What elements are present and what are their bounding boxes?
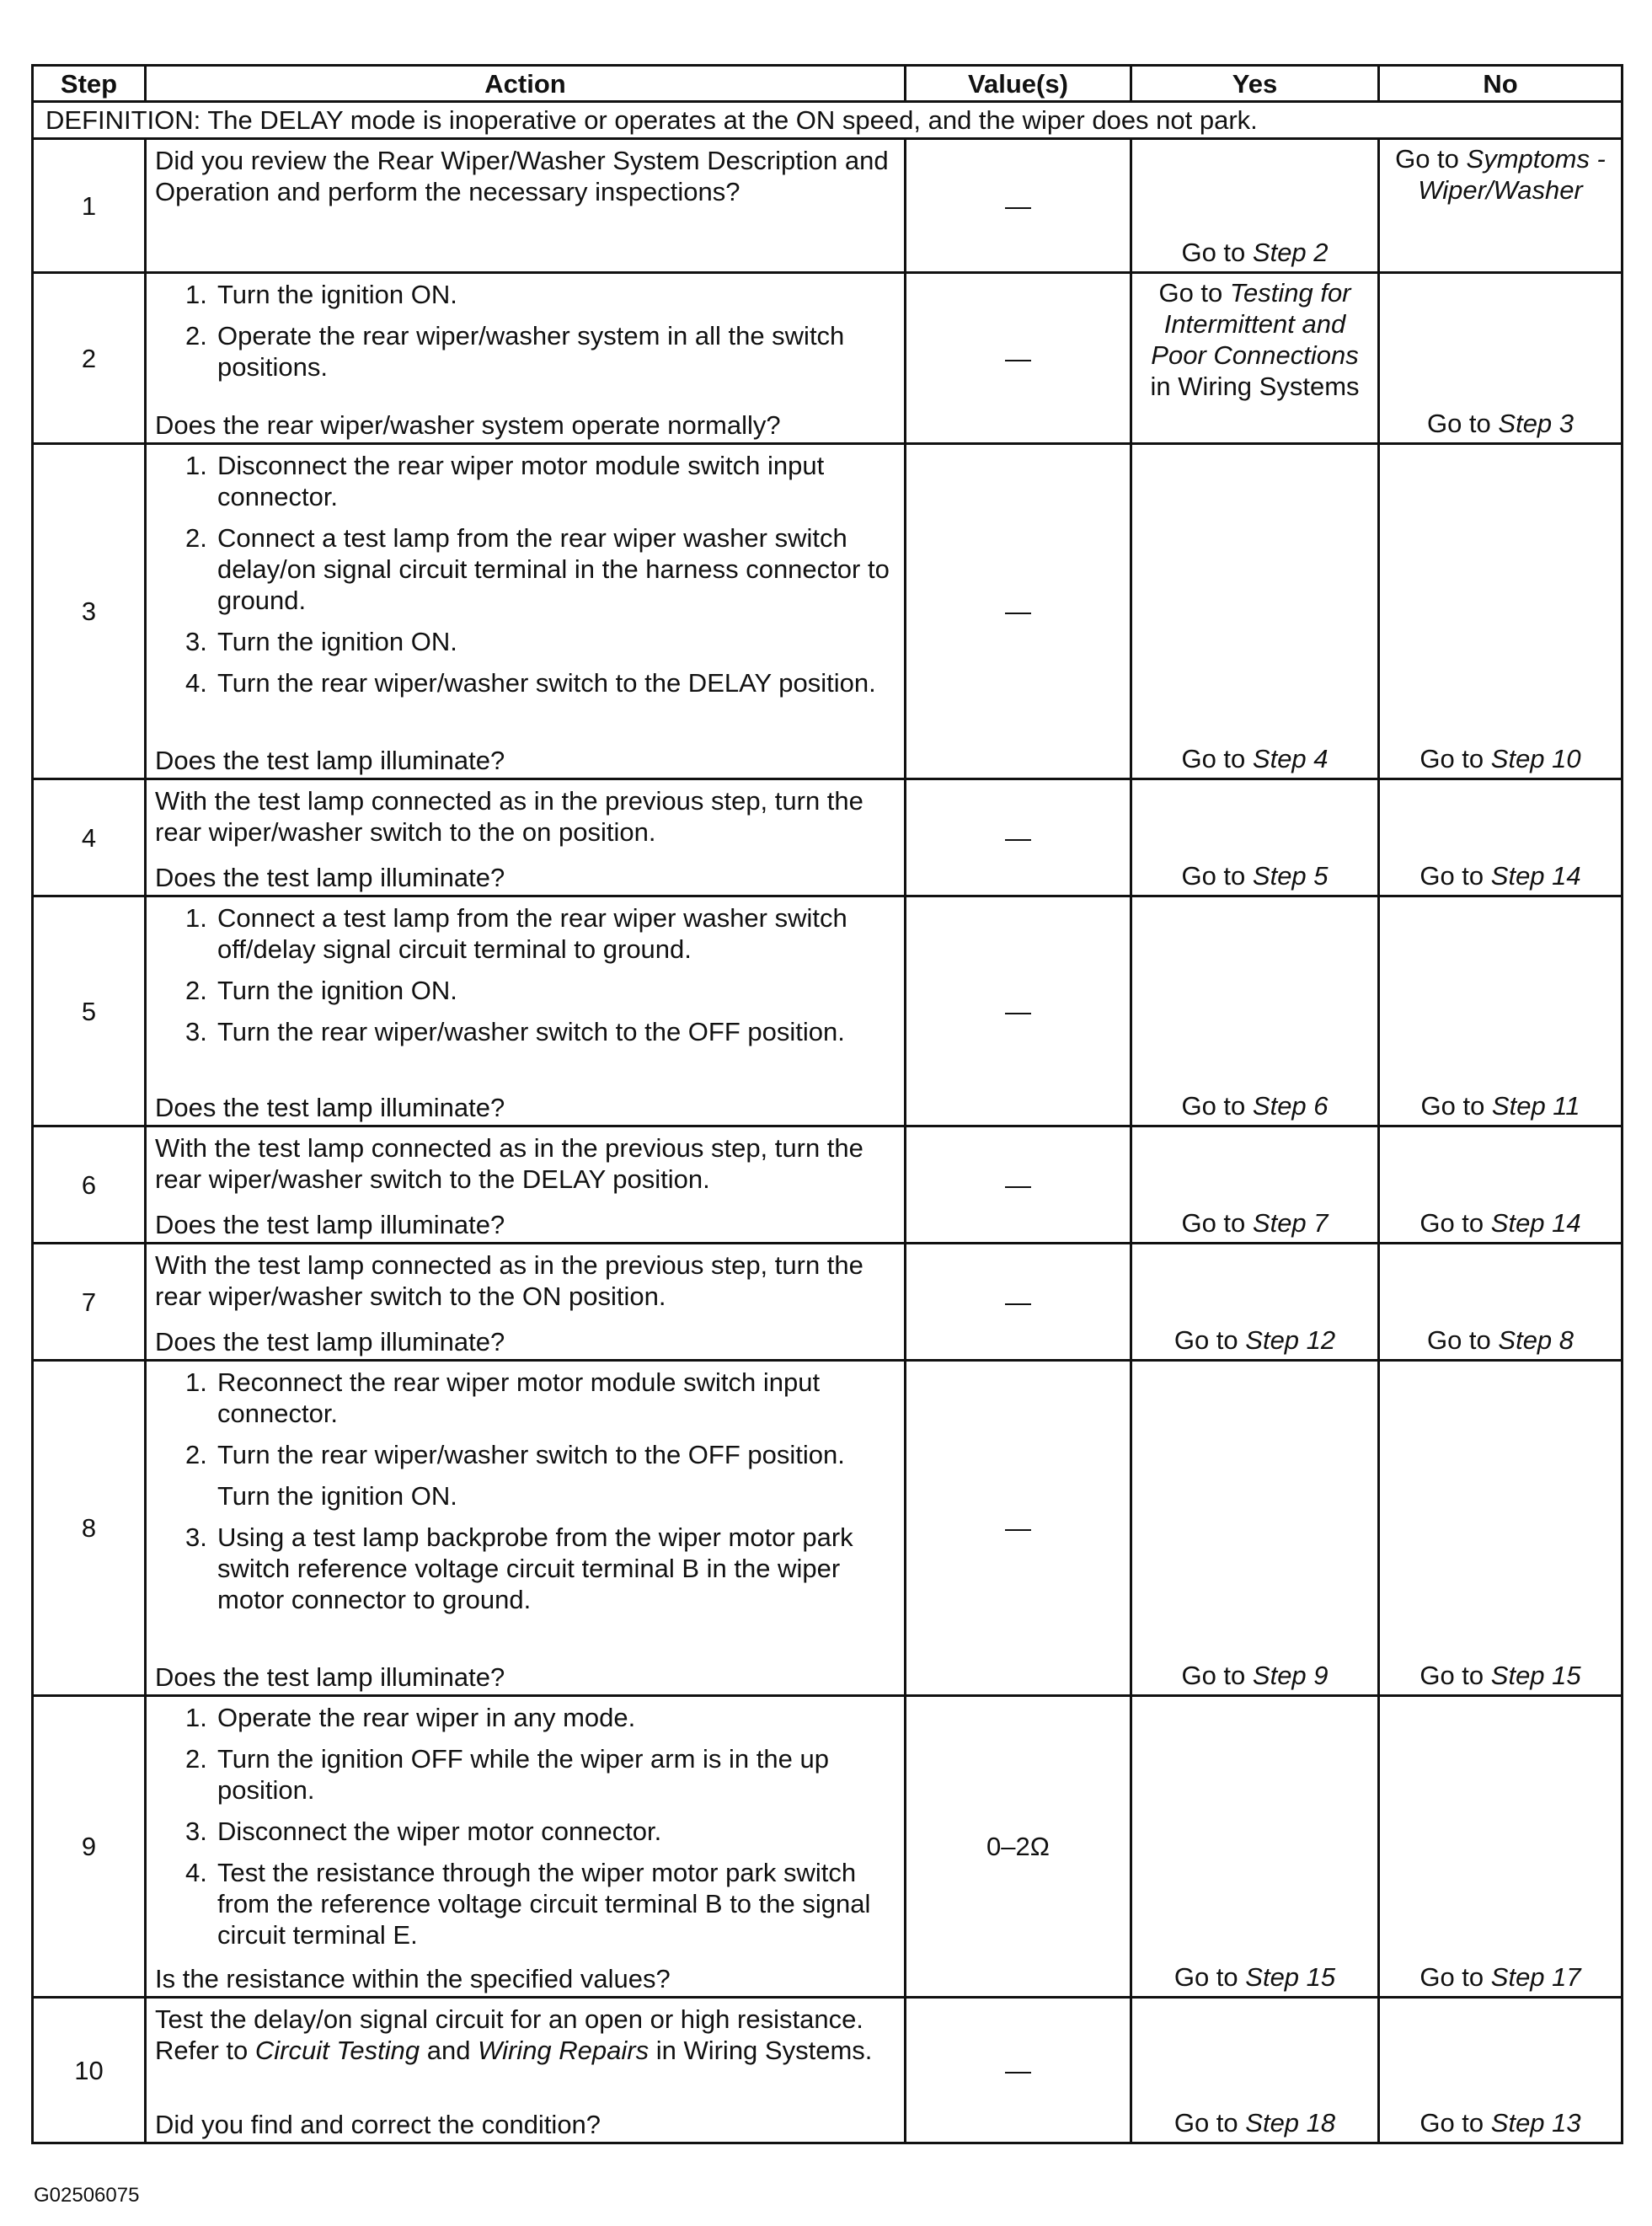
- action-steps-list: [155, 1367, 896, 1615]
- no-cell: [1379, 896, 1623, 1126]
- action-step-number: 4.: [185, 1858, 207, 1887]
- action-step-item: [185, 1439, 896, 1470]
- no-cell: [1379, 1998, 1623, 2143]
- action-step-item: [217, 1480, 896, 1512]
- yes-prefix: Go to: [1181, 1091, 1253, 1121]
- action-step-text: Connect a test lamp from the rear wiper washer switch off/delay signal circuit terminal to ground.: [217, 903, 847, 964]
- action-cell: [146, 1244, 906, 1361]
- action-question: Does the test lamp illuminate?: [155, 1327, 505, 1356]
- table-row: [33, 1126, 1623, 1244]
- action-step-number: 3.: [185, 627, 207, 656]
- yes-cell: [1131, 1696, 1379, 1998]
- yes-link[interactable]: [1136, 277, 1374, 402]
- no-prefix: Go to: [1395, 144, 1467, 174]
- action-cell: [146, 1126, 906, 1244]
- action-body: [155, 1132, 896, 1195]
- value-cell: —: [906, 444, 1131, 779]
- no-prefix: Go to: [1419, 1208, 1491, 1238]
- no-reference: Step 15: [1490, 1661, 1581, 1690]
- circuit-testing-reference: Circuit Testing: [254, 2036, 420, 2065]
- no-link[interactable]: [1380, 2107, 1621, 2138]
- action-body: [155, 279, 896, 393]
- step-number: 6: [33, 1126, 146, 1244]
- action-text: [155, 2004, 896, 2066]
- yes-reference: Step 5: [1252, 861, 1329, 891]
- action-step-number: 4.: [185, 668, 207, 698]
- table-row: [33, 896, 1623, 1126]
- action-step-text: Turn the rear wiper/washer switch to the DELAY position.: [217, 668, 876, 698]
- yes-prefix: Go to: [1181, 238, 1253, 267]
- header-yes: Yes: [1131, 66, 1379, 102]
- no-link[interactable]: [1380, 1090, 1621, 1121]
- yes-reference: Step 2: [1252, 238, 1329, 267]
- action-step-text: Turn the rear wiper/washer switch to the OFF position.: [217, 1017, 845, 1046]
- action-steps-list: [155, 279, 896, 383]
- no-reference: Step 8: [1498, 1325, 1574, 1355]
- action-step-text: Operate the rear wiper in any mode.: [217, 1703, 636, 1732]
- no-reference: Symptoms - Wiper/Washer: [1418, 144, 1606, 205]
- action-step-text: Turn the rear wiper/washer switch to the OFF position.: [217, 1440, 845, 1469]
- step-number: 10: [33, 1998, 146, 2143]
- action-question: Did you find and correct the condition?: [155, 2110, 601, 2139]
- no-prefix: Go to: [1419, 744, 1491, 773]
- yes-prefix: Go to: [1181, 1661, 1253, 1690]
- step-number: 7: [33, 1244, 146, 1361]
- yes-link[interactable]: [1132, 237, 1377, 268]
- wiring-repairs-reference: Wiring Repairs: [478, 2036, 650, 2065]
- value-cell: —: [906, 273, 1131, 444]
- step-number: 4: [33, 779, 146, 896]
- value-cell: —: [906, 1998, 1131, 2143]
- yes-prefix: Go to: [1158, 278, 1230, 308]
- action-step-item: [185, 626, 896, 657]
- yes-cell: [1131, 1361, 1379, 1696]
- yes-cell: [1131, 779, 1379, 896]
- action-step-text: Turn the ignition ON.: [217, 976, 457, 1005]
- table-row: [33, 1998, 1623, 2143]
- yes-link[interactable]: [1132, 1961, 1377, 1993]
- action-content: [155, 1249, 896, 1357]
- action-question: Does the test lamp illuminate?: [155, 1093, 505, 1122]
- step-number: 1: [33, 139, 146, 273]
- no-prefix: Go to: [1419, 1661, 1491, 1690]
- yes-link[interactable]: [1132, 1090, 1377, 1121]
- table-row: [33, 273, 1623, 444]
- action-cell: [146, 896, 906, 1126]
- action-content: [155, 785, 896, 893]
- no-cell: [1379, 444, 1623, 779]
- value-cell: —: [906, 896, 1131, 1126]
- action-step-text: Connect a test lamp from the rear wiper washer switch delay/on signal circuit terminal in the harness connector to ground.: [217, 523, 890, 615]
- action-step-item: [185, 1016, 896, 1047]
- action-steps-list: [155, 1702, 896, 1950]
- yes-prefix: Go to: [1174, 2108, 1246, 2138]
- action-text-part: in Wiring Systems.: [649, 2036, 873, 2065]
- yes-prefix: Go to: [1181, 861, 1253, 891]
- action-body: [155, 1702, 896, 1961]
- action-step-number: 1.: [185, 280, 207, 309]
- no-cell: [1379, 779, 1623, 896]
- action-step-number: 1.: [185, 451, 207, 480]
- action-body: [155, 1367, 896, 1625]
- no-reference: Step 14: [1490, 861, 1581, 891]
- action-step-text: Reconnect the rear wiper motor module switch input connector.: [217, 1367, 821, 1428]
- action-content: [155, 1702, 896, 1994]
- yes-link[interactable]: [1132, 860, 1377, 891]
- no-reference: Step 3: [1498, 409, 1574, 438]
- no-prefix: Go to: [1419, 2108, 1491, 2138]
- no-cell: [1379, 1126, 1623, 1244]
- no-prefix: Go to: [1420, 1091, 1492, 1121]
- yes-reference: Testing for Intermittent and Poor Connections: [1151, 278, 1359, 370]
- table-row: [33, 1696, 1623, 1998]
- action-content: [155, 145, 896, 270]
- action-step-number: 1.: [185, 1367, 207, 1397]
- action-step-text: Operate the rear wiper/washer system in all the switch positions.: [217, 321, 845, 382]
- action-step-text: Using a test lamp backprobe from the wiper motor park switch reference voltage circuit terminal B in the wiper motor connector to ground.: [217, 1522, 853, 1614]
- yes-reference: Step 4: [1252, 744, 1329, 773]
- yes-link[interactable]: [1132, 1207, 1377, 1239]
- yes-cell: [1131, 139, 1379, 273]
- step-number: 9: [33, 1696, 146, 1998]
- action-content: [155, 1132, 896, 1240]
- yes-cell: [1131, 1126, 1379, 1244]
- yes-link[interactable]: [1132, 2107, 1377, 2138]
- no-link[interactable]: [1380, 1324, 1621, 1356]
- yes-link[interactable]: [1132, 1660, 1377, 1691]
- action-step-number: 3.: [185, 1817, 207, 1846]
- yes-prefix: Go to: [1181, 744, 1253, 773]
- step-number: 5: [33, 896, 146, 1126]
- action-step-text: Turn the ignition ON.: [217, 627, 457, 656]
- step-number: 8: [33, 1361, 146, 1696]
- yes-cell: [1131, 1244, 1379, 1361]
- action-step-number: 3.: [185, 1017, 207, 1046]
- action-step-item: [185, 1857, 896, 1950]
- action-step-item: [185, 450, 896, 512]
- figure-id: G02506075: [34, 2184, 140, 2207]
- no-link[interactable]: [1383, 143, 1617, 206]
- yes-prefix: Go to: [1181, 1208, 1253, 1238]
- table-row: [33, 779, 1623, 896]
- action-step-item: [185, 667, 896, 698]
- value-cell: —: [906, 1126, 1131, 1244]
- action-body: [155, 145, 896, 207]
- yes-reference: Step 18: [1245, 2108, 1336, 2138]
- action-step-item: [185, 1702, 896, 1733]
- action-step-item: [185, 975, 896, 1006]
- yes-link[interactable]: [1132, 1324, 1377, 1356]
- action-body: [155, 902, 896, 1057]
- action-cell: [146, 1696, 906, 1998]
- action-question: Does the test lamp illuminate?: [155, 1210, 505, 1239]
- table-row: [33, 139, 1623, 273]
- action-step-number: 2.: [185, 976, 207, 1005]
- action-cell: [146, 779, 906, 896]
- no-reference: Step 17: [1490, 1962, 1581, 1992]
- yes-reference: Step 9: [1252, 1661, 1329, 1690]
- no-link[interactable]: [1380, 1660, 1621, 1691]
- action-step-item: [185, 1743, 896, 1806]
- action-step-number: 3.: [185, 1522, 207, 1552]
- action-step-text: Turn the ignition OFF while the wiper arm is in the up position.: [217, 1744, 829, 1805]
- action-cell: [146, 1998, 906, 2143]
- action-body: [155, 1249, 896, 1312]
- definition-text: DEFINITION: The DELAY mode is inoperative or operates at the ON speed, and the wiper does not park.: [33, 102, 1623, 139]
- action-question: Is the resistance within the specified values?: [155, 1964, 671, 1993]
- no-prefix: Go to: [1419, 1962, 1491, 1992]
- action-step-text: Test the resistance through the wiper motor park switch from the reference voltage circuit terminal B to the signal circuit terminal E.: [217, 1858, 871, 1950]
- no-cell: [1379, 1244, 1623, 1361]
- action-steps-list: [155, 902, 896, 1047]
- no-cell: [1379, 1696, 1623, 1998]
- action-content: [155, 1367, 896, 1693]
- yes-reference: Step 7: [1252, 1208, 1329, 1238]
- no-reference: Step 14: [1490, 1208, 1581, 1238]
- action-step-item: [185, 902, 896, 965]
- yes-prefix: Go to: [1174, 1325, 1246, 1355]
- action-cell: [146, 139, 906, 273]
- table-row: [33, 1244, 1623, 1361]
- table-row: [33, 444, 1623, 779]
- action-content: [155, 279, 896, 441]
- yes-reference: Step 15: [1245, 1962, 1336, 1992]
- action-step-number: 2.: [185, 1440, 207, 1469]
- no-cell: [1379, 273, 1623, 444]
- yes-link[interactable]: [1132, 743, 1377, 774]
- action-text: Did you review the Rear Wiper/Washer System Description and Operation and perform the necessary inspections?: [155, 146, 889, 206]
- step-number: 2: [33, 273, 146, 444]
- action-steps-list: [155, 450, 896, 698]
- step-number: 3: [33, 444, 146, 779]
- no-reference: Step 10: [1490, 744, 1581, 773]
- action-content: [155, 2004, 896, 2140]
- action-question: Does the test lamp illuminate?: [155, 1662, 505, 1692]
- no-cell: [1379, 1361, 1623, 1696]
- header-step: Step: [33, 66, 146, 102]
- action-step-number: 1.: [185, 1703, 207, 1732]
- no-prefix: Go to: [1419, 861, 1491, 891]
- table-row: [33, 1361, 1623, 1696]
- no-prefix: Go to: [1426, 409, 1499, 438]
- header-values: Value(s): [906, 66, 1131, 102]
- action-step-item: [185, 279, 896, 310]
- action-cell: [146, 444, 906, 779]
- action-step-number: 1.: [185, 903, 207, 933]
- yes-suffix: in Wiring Systems: [1150, 372, 1360, 401]
- action-cell: [146, 1361, 906, 1696]
- no-cell: [1379, 139, 1623, 273]
- no-reference: Step 13: [1490, 2108, 1581, 2138]
- header-action: Action: [146, 66, 906, 102]
- no-link[interactable]: [1380, 1961, 1621, 1993]
- value-cell: 0–2Ω: [906, 1696, 1131, 1998]
- no-link[interactable]: [1380, 743, 1621, 774]
- header-no: No: [1379, 66, 1623, 102]
- definition-row: [33, 102, 1623, 139]
- yes-prefix: Go to: [1174, 1962, 1246, 1992]
- action-text-part: Test the delay/on signal circuit for an open or high resistance. Refer to: [155, 2004, 863, 2065]
- action-step-item: [185, 1816, 896, 1847]
- action-step-item: [185, 320, 896, 383]
- action-step-text: Turn the ignition ON.: [217, 280, 457, 309]
- action-content: [155, 450, 896, 776]
- action-question: Does the rear wiper/washer system operate normally?: [155, 410, 781, 440]
- action-text: With the test lamp connected as in the previous step, turn the rear wiper/washer switch to the on position.: [155, 786, 863, 847]
- action-question: Does the test lamp illuminate?: [155, 863, 505, 892]
- action-step-text: Disconnect the rear wiper motor module switch input connector.: [217, 451, 825, 511]
- value-cell: —: [906, 1244, 1131, 1361]
- yes-cell: [1131, 896, 1379, 1126]
- action-body: [155, 2004, 896, 2066]
- yes-cell: [1131, 444, 1379, 779]
- action-step-item: [185, 522, 896, 616]
- action-step-item: [185, 1522, 896, 1615]
- yes-cell: [1131, 1998, 1379, 2143]
- action-step-text: Turn the ignition ON.: [217, 1481, 457, 1511]
- no-prefix: Go to: [1426, 1325, 1499, 1355]
- yes-reference: Step 12: [1245, 1325, 1336, 1355]
- value-cell: —: [906, 139, 1131, 273]
- action-cell: [146, 273, 906, 444]
- action-body: [155, 450, 896, 709]
- value-cell: —: [906, 1361, 1131, 1696]
- no-link[interactable]: [1380, 408, 1621, 439]
- no-link[interactable]: [1380, 1207, 1621, 1239]
- no-link[interactable]: [1380, 860, 1621, 891]
- no-reference: Step 11: [1491, 1091, 1580, 1121]
- value-cell: —: [906, 779, 1131, 896]
- header-row: [33, 66, 1623, 102]
- diagnostic-table: [31, 64, 1623, 2144]
- action-step-number: 2.: [185, 1744, 207, 1774]
- action-text: With the test lamp connected as in the previous step, turn the rear wiper/washer switch to the DELAY position.: [155, 1133, 863, 1194]
- action-question: Does the test lamp illuminate?: [155, 746, 505, 775]
- action-text: With the test lamp connected as in the previous step, turn the rear wiper/washer switch to the ON position.: [155, 1250, 863, 1311]
- action-step-number: 2.: [185, 523, 207, 553]
- action-step-number: 2.: [185, 321, 207, 350]
- action-body: [155, 785, 896, 848]
- action-content: [155, 902, 896, 1123]
- yes-cell: [1131, 273, 1379, 444]
- yes-reference: Step 6: [1252, 1091, 1329, 1121]
- action-step-text: Disconnect the wiper motor connector.: [217, 1817, 662, 1846]
- action-step-item: [185, 1367, 896, 1429]
- action-text-part: and: [420, 2036, 478, 2065]
